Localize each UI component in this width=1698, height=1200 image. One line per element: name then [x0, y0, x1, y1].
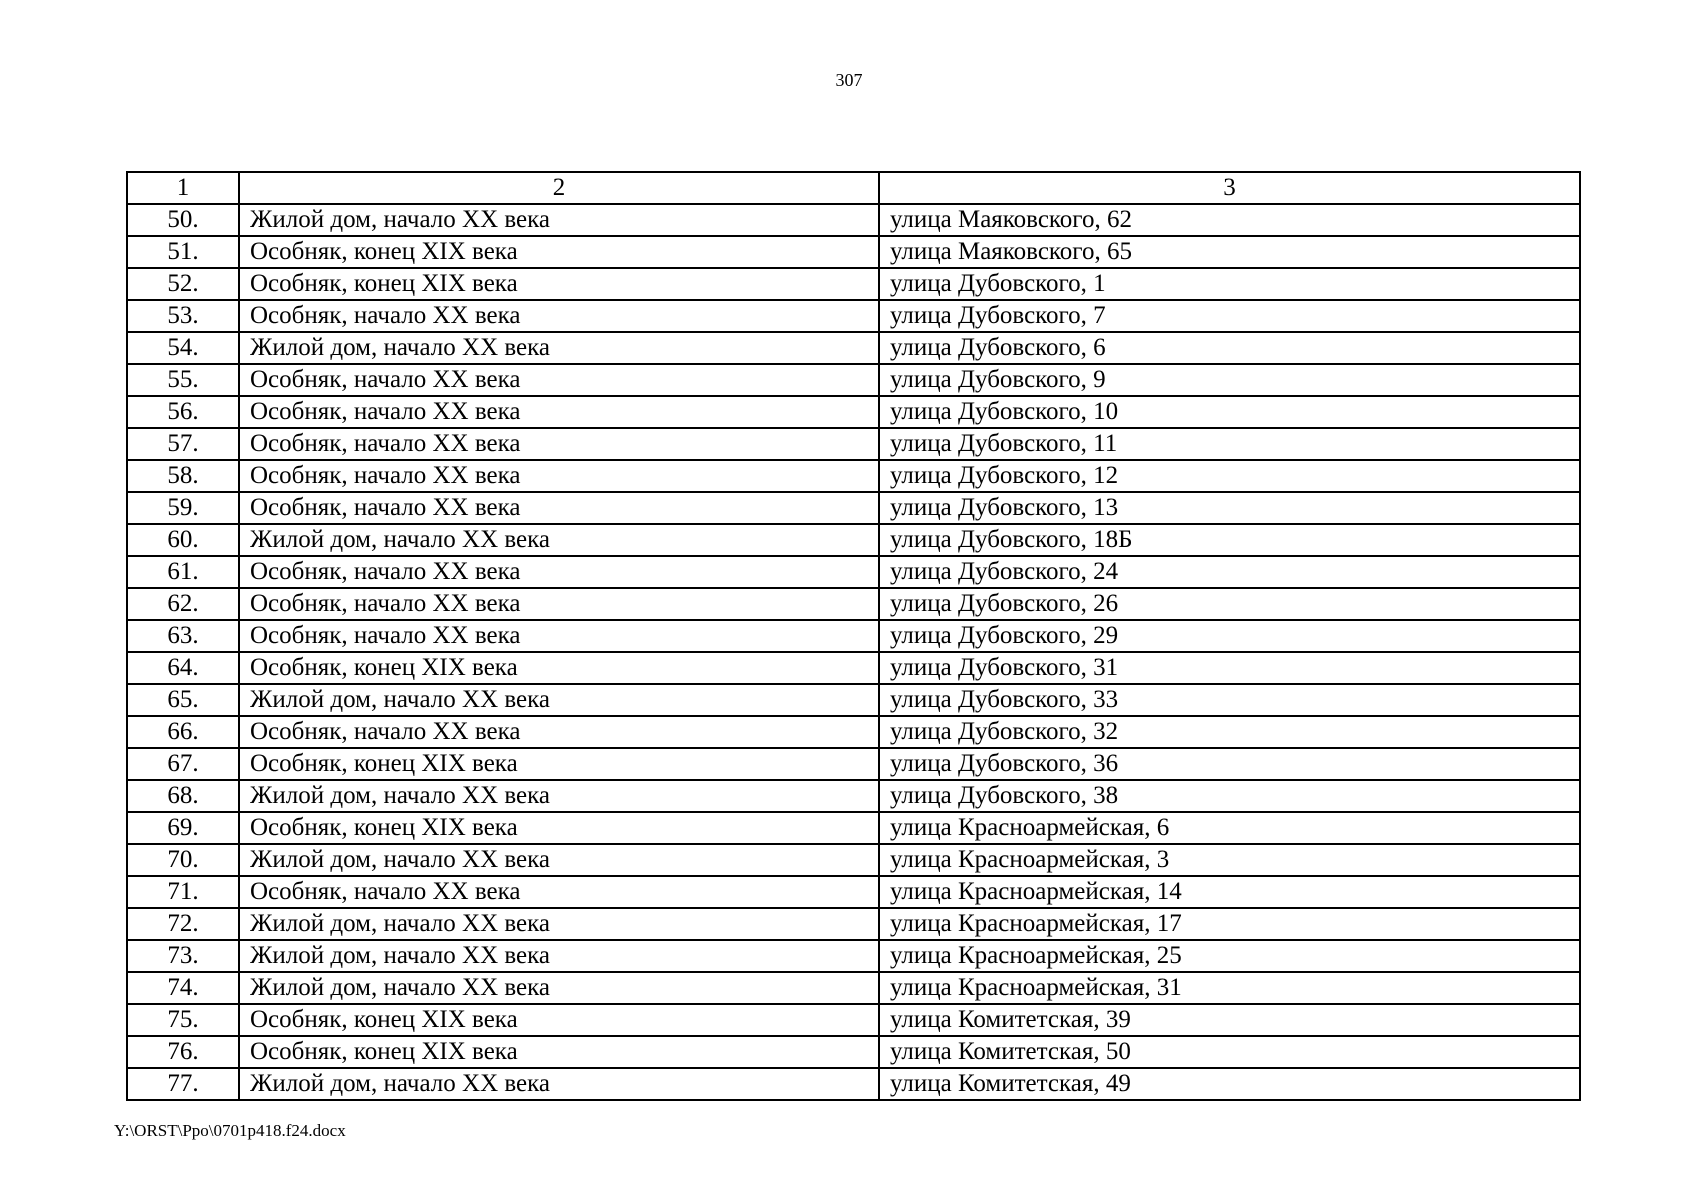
object-address: улица Комитетская, 50	[879, 1036, 1580, 1068]
table-row	[127, 876, 1580, 908]
object-address: улица Дубовского, 32	[879, 716, 1580, 748]
row-number: 64.	[127, 652, 239, 684]
table-row	[127, 1036, 1580, 1068]
object-address: улица Дубовского, 31	[879, 652, 1580, 684]
table-row	[127, 716, 1580, 748]
table-row	[127, 940, 1580, 972]
row-number: 72.	[127, 908, 239, 940]
object-name: Особняк, конец XIX века	[239, 812, 879, 844]
objects-table	[126, 171, 1581, 1101]
object-name: Жилой дом, начало XX века	[239, 684, 879, 716]
row-number: 55.	[127, 364, 239, 396]
object-address: улица Красноармейская, 25	[879, 940, 1580, 972]
object-address: улица Дубовского, 7	[879, 300, 1580, 332]
table-row	[127, 652, 1580, 684]
table-row	[127, 204, 1580, 236]
object-name: Жилой дом, начало XX века	[239, 204, 879, 236]
object-name: Особняк, начало XX века	[239, 428, 879, 460]
table-row	[127, 300, 1580, 332]
row-number: 66.	[127, 716, 239, 748]
table-row	[127, 492, 1580, 524]
object-name: Особняк, начало XX века	[239, 716, 879, 748]
row-number: 62.	[127, 588, 239, 620]
object-name: Особняк, начало XX века	[239, 460, 879, 492]
object-address: улица Дубовского, 6	[879, 332, 1580, 364]
object-name: Жилой дом, начало XX века	[239, 1068, 879, 1100]
object-address: улица Комитетская, 39	[879, 1004, 1580, 1036]
object-address: улица Дубовского, 26	[879, 588, 1580, 620]
row-number: 65.	[127, 684, 239, 716]
row-number: 50.	[127, 204, 239, 236]
row-number: 56.	[127, 396, 239, 428]
row-number: 76.	[127, 1036, 239, 1068]
table-row	[127, 556, 1580, 588]
object-name: Особняк, конец XIX века	[239, 1036, 879, 1068]
object-address: улица Дубовского, 12	[879, 460, 1580, 492]
object-name: Жилой дом, начало XX века	[239, 972, 879, 1004]
footer-file-path: Y:\ORST\Ppo\0701p418.f24.docx	[114, 1121, 346, 1140]
row-number: 51.	[127, 236, 239, 268]
row-number: 52.	[127, 268, 239, 300]
row-number: 63.	[127, 620, 239, 652]
table-body	[127, 172, 1580, 1100]
object-address: улица Дубовского, 33	[879, 684, 1580, 716]
object-name: Жилой дом, начало XX века	[239, 940, 879, 972]
row-number: 67.	[127, 748, 239, 780]
row-number: 77.	[127, 1068, 239, 1100]
table-row	[127, 748, 1580, 780]
table-row	[127, 780, 1580, 812]
object-name: Особняк, начало XX века	[239, 492, 879, 524]
object-address: улица Маяковского, 65	[879, 236, 1580, 268]
column-header: 1	[127, 172, 239, 204]
object-name: Особняк, начало XX века	[239, 364, 879, 396]
object-name: Жилой дом, начало XX века	[239, 908, 879, 940]
object-name: Особняк, начало XX века	[239, 588, 879, 620]
object-name: Особняк, конец XIX века	[239, 236, 879, 268]
table-row	[127, 812, 1580, 844]
object-name: Особняк, конец XIX века	[239, 268, 879, 300]
object-name: Особняк, конец XIX века	[239, 1004, 879, 1036]
object-name: Особняк, начало XX века	[239, 396, 879, 428]
object-address: улица Дубовского, 1	[879, 268, 1580, 300]
row-number: 74.	[127, 972, 239, 1004]
row-number: 71.	[127, 876, 239, 908]
object-address: улица Красноармейская, 14	[879, 876, 1580, 908]
row-number: 61.	[127, 556, 239, 588]
table-row	[127, 588, 1580, 620]
table-row	[127, 332, 1580, 364]
object-name: Жилой дом, начало XX века	[239, 780, 879, 812]
table-row	[127, 844, 1580, 876]
object-address: улица Дубовского, 38	[879, 780, 1580, 812]
object-address: улица Красноармейская, 3	[879, 844, 1580, 876]
object-name: Жилой дом, начало XX века	[239, 332, 879, 364]
object-address: улица Дубовского, 24	[879, 556, 1580, 588]
object-name: Особняк, начало XX века	[239, 556, 879, 588]
table-row	[127, 1004, 1580, 1036]
column-header: 3	[879, 172, 1580, 204]
row-number: 60.	[127, 524, 239, 556]
row-number: 57.	[127, 428, 239, 460]
table-row	[127, 364, 1580, 396]
table-row	[127, 236, 1580, 268]
table-row	[127, 396, 1580, 428]
object-name: Особняк, начало XX века	[239, 300, 879, 332]
object-address: улица Красноармейская, 6	[879, 812, 1580, 844]
object-name: Жилой дом, начало XX века	[239, 524, 879, 556]
object-address: улица Комитетская, 49	[879, 1068, 1580, 1100]
object-address: улица Дубовского, 9	[879, 364, 1580, 396]
object-name: Особняк, начало XX века	[239, 620, 879, 652]
column-header: 2	[239, 172, 879, 204]
page-number: 307	[835, 70, 863, 90]
table-row	[127, 684, 1580, 716]
object-address: улица Дубовского, 18Б	[879, 524, 1580, 556]
row-number: 54.	[127, 332, 239, 364]
table-row	[127, 268, 1580, 300]
object-address: улица Дубовского, 13	[879, 492, 1580, 524]
object-address: улица Дубовского, 10	[879, 396, 1580, 428]
table-row	[127, 428, 1580, 460]
row-number: 75.	[127, 1004, 239, 1036]
table-row	[127, 1068, 1580, 1100]
object-address: улица Дубовского, 29	[879, 620, 1580, 652]
row-number: 59.	[127, 492, 239, 524]
object-address: улица Дубовского, 11	[879, 428, 1580, 460]
object-name: Особняк, конец XIX века	[239, 748, 879, 780]
row-number: 73.	[127, 940, 239, 972]
table-row	[127, 620, 1580, 652]
row-number: 70.	[127, 844, 239, 876]
table-row	[127, 460, 1580, 492]
row-number: 58.	[127, 460, 239, 492]
object-address: улица Красноармейская, 17	[879, 908, 1580, 940]
table-header-row	[127, 172, 1580, 204]
table-row	[127, 524, 1580, 556]
object-address: улица Красноармейская, 31	[879, 972, 1580, 1004]
object-address: улица Дубовского, 36	[879, 748, 1580, 780]
object-address: улица Маяковского, 62	[879, 204, 1580, 236]
table-row	[127, 972, 1580, 1004]
object-name: Особняк, начало XX века	[239, 876, 879, 908]
table-row	[127, 908, 1580, 940]
row-number: 69.	[127, 812, 239, 844]
object-name: Жилой дом, начало XX века	[239, 844, 879, 876]
row-number: 68.	[127, 780, 239, 812]
row-number: 53.	[127, 300, 239, 332]
object-name: Особняк, конец XIX века	[239, 652, 879, 684]
